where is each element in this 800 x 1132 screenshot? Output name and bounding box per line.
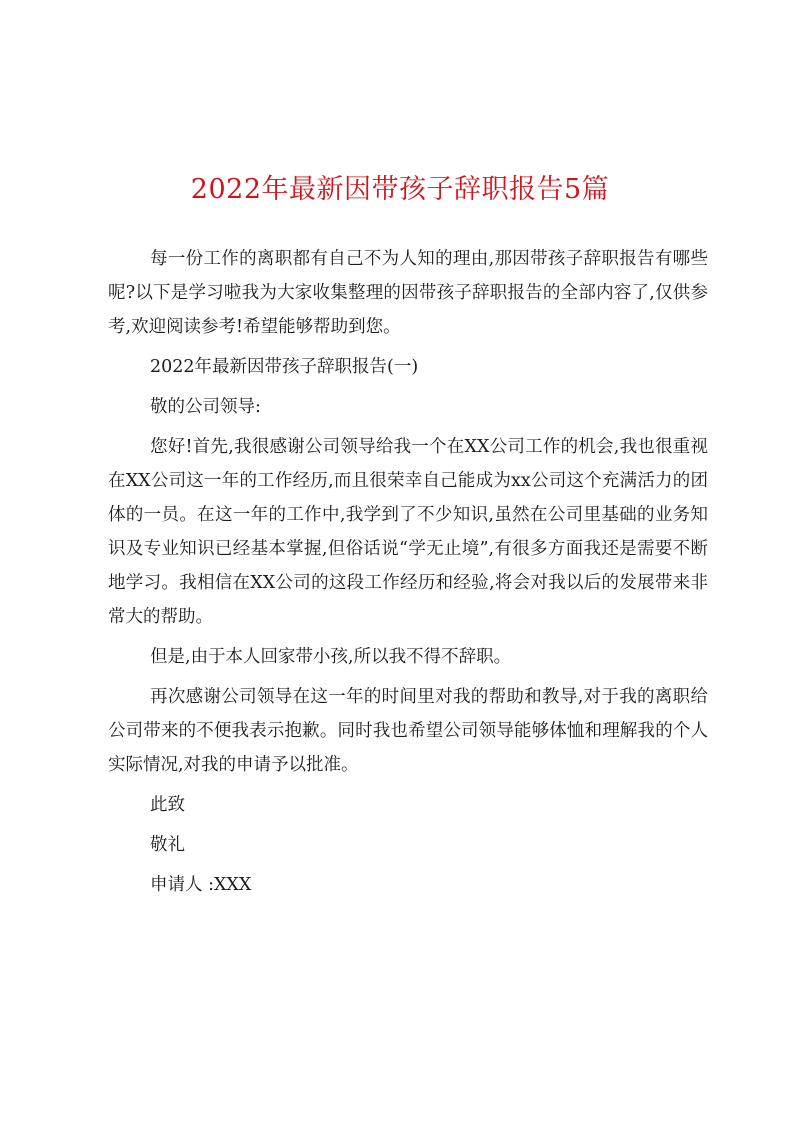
body-paragraph-3: 再次感谢公司领导在这一年的时间里对我的帮助和教导,对于我的离职给公司带来的不便我表示抱歉。同时我也希望公司领导能够体恤和理解我的个人实际情况,对我的申请予以批准。 [108,687,708,775]
body-paragraph-2: 但是,由于本人回家带小孩,所以我不得不辞职。 [150,647,512,667]
document-body [108,242,708,908]
closing-jing-li: 敬礼 [150,835,185,855]
salutation: 敬的公司领导: [150,397,261,417]
signature-line: 申请人 :XXX [150,875,252,895]
document-title: 2022年最新因带孩子辞职报告5篇 [190,174,610,205]
intro-paragraph: 每一份工作的离职都有自己不为人知的理由,那因带孩子辞职报告有哪些呢?以下是学习啦我为大家收集整理的因带孩子辞职报告的全部内容了,仅供参考,欢迎阅读参考!希望能够帮助到您。 [108,249,708,337]
closing-ci-zhi: 此致 [150,795,185,815]
section-heading: 2022年最新因带孩子辞职报告(一) [150,357,419,377]
body-paragraph-1: 您好!首先,我很感谢公司领导给我一个在XX公司工作的机会,我也很重视在XX公司这一年的工作经历,而且很荣幸自己能成为xx公司这个充满活力的团体的一员。在这一年的工作中,我学到了不少知识,虽然在公司里基础的业务知识及专业知识已经基本掌握,但俗话说“学无止境”,有很多方面我还是需要不断地学习。我相信在XX公司的这段工作经历和经验,将会对我以后的发展带来非常大的帮助。 [108,437,708,627]
